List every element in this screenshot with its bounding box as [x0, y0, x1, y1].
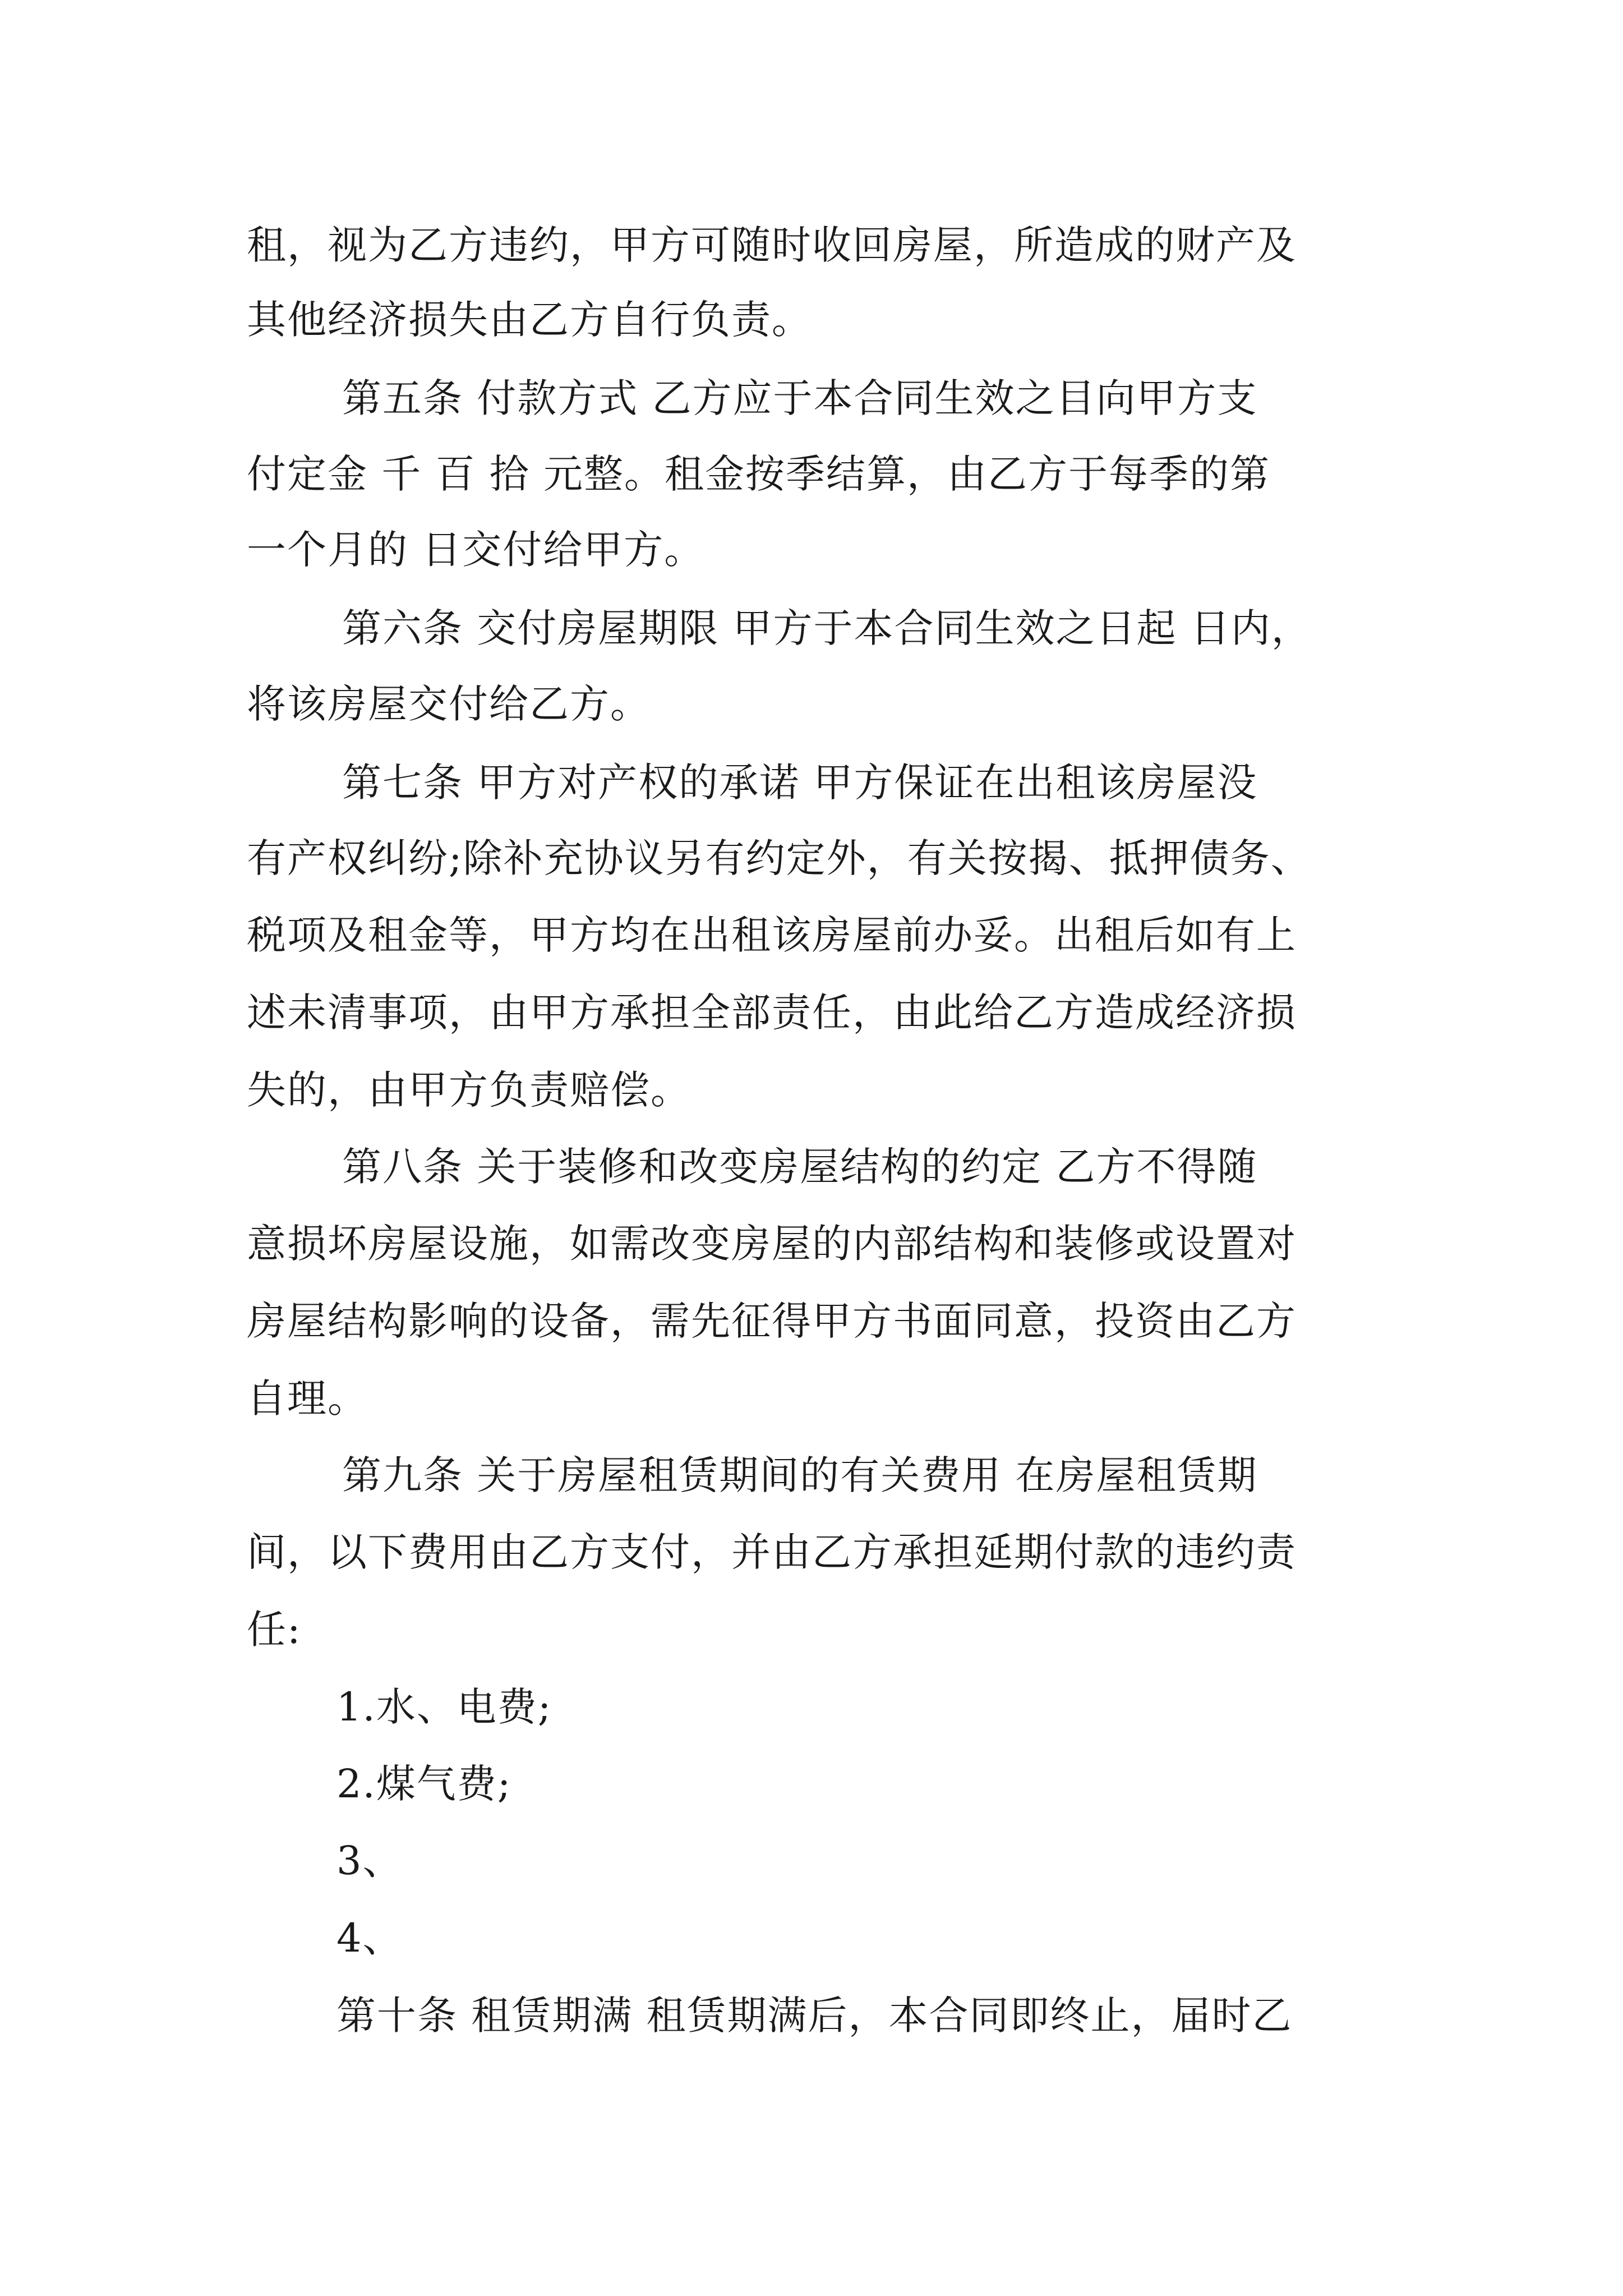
- text-line: 一个月的 日交付给甲方。: [247, 527, 705, 573]
- text-line: 任:: [247, 1607, 302, 1653]
- text-line: 述未清事项，由甲方承担全部责任，由此给乙方造成经济损: [247, 990, 1297, 1036]
- text-line: 第九条 关于房屋租赁期间的有关费用 在房屋租赁期: [342, 1452, 1258, 1498]
- text-line: 自理。: [247, 1375, 368, 1421]
- text-line: 付定金 千 百 拾 元整。租金按季结算，由乙方于每季的第: [247, 451, 1271, 497]
- text-line: 2.煤气费;: [336, 1761, 512, 1807]
- text-line: 房屋结构影响的设备，需先征得甲方书面同意，投资由乙方: [247, 1298, 1297, 1344]
- text-line: 失的，由甲方负责赔偿。: [247, 1067, 691, 1113]
- text-line: 其他经济损失由乙方自行负责。: [247, 297, 812, 343]
- text-line: 第八条 关于装修和改变房屋结构的约定 乙方不得随: [342, 1144, 1258, 1190]
- text-line: 间，以下费用由乙方支付，并由乙方承担延期付款的违约责: [247, 1529, 1297, 1575]
- text-line: 第五条 付款方式 乙方应于本合同生效之目向甲方支: [342, 375, 1258, 421]
- text-line: 意损坏房屋设施，如需改变房屋的内部结构和装修或设置对: [247, 1221, 1297, 1267]
- text-line: 将该房屋交付给乙方。: [247, 681, 651, 727]
- text-line: 第六条 交付房屋期限 甲方于本合同生效之日起 日内，: [342, 605, 1312, 651]
- text-line: 第七条 甲方对产权的承诺 甲方保证在出租该房屋没: [342, 760, 1258, 806]
- text-line: 4、: [336, 1915, 403, 1961]
- text-line: 第十条 租赁期满 租赁期满后，本合同即终止，届时乙: [336, 1993, 1293, 2039]
- text-line: 税项及租金等，甲方均在出租该房屋前办妥。出租后如有上: [247, 912, 1297, 958]
- text-line: 1.水、电费;: [336, 1684, 552, 1730]
- text-line: 有产权纠纷;除补充协议另有约定外，有关按揭、抵押债务、: [247, 835, 1311, 881]
- text-line: 3、: [336, 1838, 403, 1884]
- text-line: 租，视为乙方违约，甲方可随时收回房屋，所造成的财产及: [247, 222, 1297, 268]
